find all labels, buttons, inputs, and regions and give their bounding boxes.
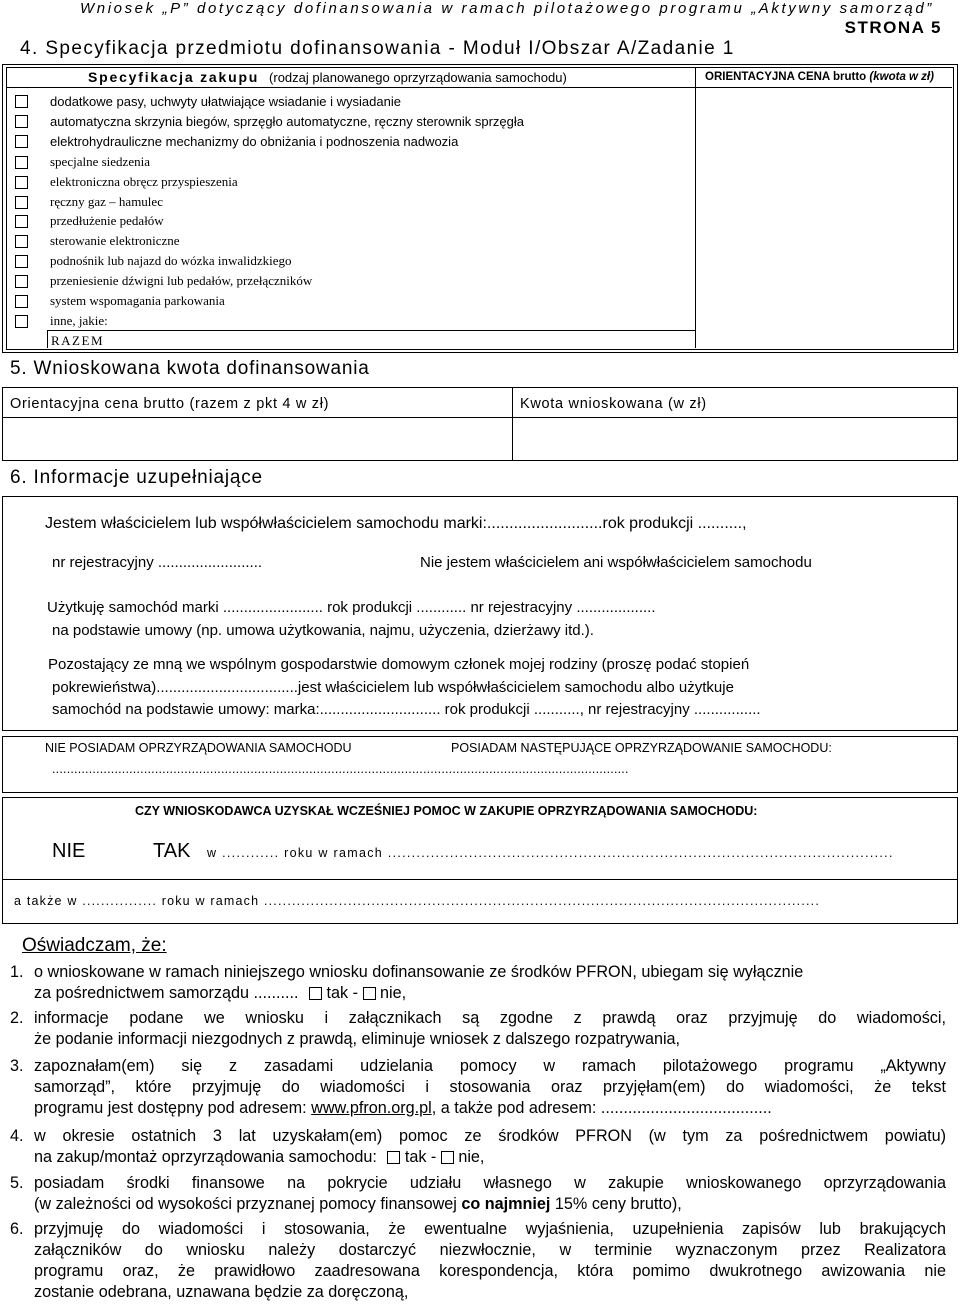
statement-line: zapoznałam(em) się z zasadami udzielania pomocy w ramach pilotażowego programu „Aktywny (34, 1057, 946, 1075)
link-prefix: programu jest dostępny pod adresem: (34, 1099, 312, 1117)
owner-line[interactable]: Jestem właścicielem lub współwłaścicielem samochodu marki:..........................rok produkcji .........., (45, 515, 747, 532)
spec-item-label: elektrohydrauliczne mechanizmy do obniżania i podnoszenia nadwozia (50, 134, 459, 149)
spec-item[interactable] (15, 253, 292, 269)
user-line-2: na podstawie umowy (np. umowa użytkowania, najmu, użyczenia, dzierżawy itd.). (52, 622, 594, 639)
requested-amount-input[interactable] (514, 419, 955, 458)
yes-details-line[interactable]: w ............ roku w ramach .......................................................................................................... (207, 846, 894, 860)
spec-item-label: przedłużenie pedałów (50, 213, 164, 228)
answer-no[interactable]: NIE (52, 840, 86, 862)
statement-number: 3. (10, 1057, 24, 1075)
statement-text (34, 1008, 946, 1050)
help-divider (2, 879, 957, 880)
statement-number: 5. (10, 1174, 24, 1192)
option-no-label: nie, (458, 1148, 485, 1166)
statement-line (34, 1147, 946, 1168)
spec-item[interactable] (15, 174, 238, 190)
spec-item-label: ręczny gaz – hamulec (50, 194, 163, 209)
statement-text (34, 1056, 946, 1119)
total-label-left-border (47, 330, 48, 348)
checkbox[interactable] (15, 295, 28, 308)
option-yes-label: tak - (404, 1148, 437, 1166)
statement-tail: za pośrednictwem samorządu .......... (34, 984, 299, 1002)
checkbox[interactable] (15, 115, 28, 128)
spec-item[interactable] (15, 154, 150, 170)
spec-item-label: podnośnik lub najazd do wózka inwalidzkiego (50, 253, 292, 268)
family-line-1: Pozostający ze mną we wspólnym gospodarstwie domowym członek mojej rodziny (proszę podać stopień (48, 656, 750, 673)
statement-suffix: 15% ceny brutto), (550, 1195, 682, 1213)
family-line-3[interactable]: samochód na podstawie umowy: marka:............................. rok produkcji ..........., nr rejestracyjny ................ (52, 701, 761, 718)
spec-item[interactable] (15, 114, 524, 129)
statement-line: że podanie informacji niezgodnych z prawdą, eliminuje wniosek z dalszego rozpatrywania, (34, 1030, 681, 1048)
spec-header-divider (6, 87, 952, 88)
checkbox-yes[interactable] (387, 1151, 400, 1164)
statement-number: 2. (10, 1009, 24, 1027)
statement-item-4 (10, 1126, 946, 1168)
price-total-input[interactable] (4, 419, 510, 458)
statement-text (34, 1173, 946, 1215)
checkbox[interactable] (15, 196, 28, 209)
price-header-unit: (kwota w zł) (869, 71, 934, 83)
section-4-title: 4. Specyfikacja przedmiotu dofinansowania - Moduł I/Obszar A/Zadanie 1 (20, 38, 735, 59)
spec-title: Specyfikacja zakupu (88, 69, 260, 85)
spec-item-label: automatyczna skrzynia biegów, sprzęgło automatyczne, ręczny sterownik sprzęgła (50, 114, 524, 129)
statement-item-3 (10, 1056, 946, 1119)
spec-item-label: inne, jakie: (50, 313, 108, 328)
spec-subtitle: (rodzaj planowanego oprzyrządowania samochodu) (269, 70, 567, 85)
statement-item-5 (10, 1173, 946, 1215)
statement-title: Oświadczam, że: (22, 935, 167, 956)
statement-line: posiadam środki finansowe na pokrycie udziału własnego w zakupie wnioskowanego oprzyrządowania (34, 1174, 946, 1192)
also-details-line[interactable]: a także w ................ roku w ramach ....................................................................................................................... (14, 894, 821, 908)
spec-item[interactable] (15, 134, 458, 149)
spec-item-label: specjalne siedzenia (50, 154, 150, 169)
spec-item[interactable] (15, 313, 108, 329)
statement-line (34, 1194, 946, 1215)
statement-line: załączników do wniosku należy dostarczyć niezwłocznie, w terminie wyznaczonym przez Realizatora (34, 1241, 946, 1259)
registration-line[interactable]: nr rejestracyjny ......................... (52, 554, 263, 571)
statement-line: w okresie ostatnich 3 lat uzyskałam(em) pomoc ze środków PFRON (w tym za pośrednictwem powiatu) (34, 1127, 946, 1145)
no-equipment-option[interactable]: NIE POSIADAM OPRZYRZĄDOWANIA SAMOCHODU (45, 741, 352, 755)
checkbox[interactable] (15, 275, 28, 288)
statement-line (34, 983, 946, 1004)
statement-line: samorząd”, które przyjmuję do wiadomości i stosowania oraz przyjęłam(em) do wiadomości, że tekst (34, 1078, 946, 1096)
answer-yes[interactable]: TAK (153, 840, 191, 862)
option-no-label: nie, (380, 984, 407, 1002)
checkbox[interactable] (15, 255, 28, 268)
spec-item-label: elektroniczna obręcz przyspieszenia (50, 174, 238, 189)
checkbox-no[interactable] (363, 987, 376, 1000)
page-number: STRONA 5 (844, 18, 942, 37)
family-line-2[interactable]: pokrewieństwa)..................................jest właścicielem lub współwłaścicielem samochodu albo użytkuje (52, 679, 734, 696)
section-6-title: 6. Informacje uzupełniające (10, 467, 263, 488)
checkbox[interactable] (15, 176, 28, 189)
form-header-title: Wniosek „P” dotyczący dofinansowania w ramach pilotażowego programu „Aktywny samorząd” (80, 0, 934, 17)
statement-text (34, 962, 946, 1004)
spec-item-label: sterowanie elektroniczne (50, 233, 180, 248)
spec-item-label: przeniesienie dźwigni lub pedałów, przełączników (50, 273, 313, 288)
amount-col1-label: Orientacyjna cena brutto (razem z pkt 4 w zł) (10, 396, 330, 412)
amount-header-divider (2, 417, 957, 418)
statement-line: o wnioskowane w ramach niniejszego wniosku dofinansowanie ze środków PFRON, ubiegam się wyłącznie (34, 963, 804, 981)
price-header-label: ORIENTACYJNA CENA brutto (705, 71, 867, 83)
statement-number: 1. (10, 963, 24, 981)
statement-line: informacje podane we wniosku i załącznikach są zgodne z prawdą oraz przyjmuję do wiadomości, (34, 1009, 946, 1027)
option-yes-label: tak - (326, 984, 358, 1002)
statement-text (34, 1126, 946, 1168)
total-divider (47, 330, 695, 331)
spec-item[interactable] (15, 233, 180, 249)
total-label: RAZEM (51, 333, 104, 348)
previous-help-question: CZY WNIOSKODAWCA UZYSKAŁ WCZEŚNIEJ POMOC W ZAKUPIE OPRZYRZĄDOWANIA SAMOCHODU: (135, 804, 758, 818)
checkbox-no[interactable] (441, 1151, 454, 1164)
statement-prefix: (w zależności od wysokości przyznanej pomocy finansowej (34, 1195, 462, 1213)
spec-item[interactable] (15, 293, 225, 309)
checkbox[interactable] (15, 315, 28, 328)
user-line-1[interactable]: Użytkuję samochód marki ........................ rok produkcji ............ nr rejestracyjny ................... (47, 599, 656, 616)
statement-item-1 (10, 962, 946, 1004)
spec-item-label: system wspomagania parkowania (50, 293, 225, 308)
checkbox[interactable] (15, 235, 28, 248)
statement-text (34, 1219, 946, 1303)
spec-item-label: dodatkowe pasy, uchwyty ułatwiające wsiadanie i wysiadanie (50, 94, 401, 109)
spec-header (88, 69, 567, 85)
pfron-link[interactable]: www.pfron.org.pl (311, 1099, 432, 1117)
statement-number: 6. (10, 1220, 24, 1238)
statement-item-2 (10, 1008, 946, 1050)
checkbox[interactable] (15, 135, 28, 148)
checkbox[interactable] (15, 215, 28, 228)
statement-emphasis: co najmniej (461, 1195, 551, 1213)
link-suffix: , a także pod adresem: ...................................... (431, 1099, 772, 1117)
spec-item[interactable] (15, 194, 163, 210)
spec-item[interactable] (15, 273, 312, 289)
has-equipment-option[interactable]: POSIADAM NASTĘPUJĄCE OPRZYRZĄDOWANIE SAMOCHODU: (451, 741, 832, 755)
checkbox-yes[interactable] (309, 987, 322, 1000)
checkbox[interactable] (15, 156, 28, 169)
statement-number: 4. (10, 1127, 24, 1145)
statement-tail: na zakup/montaż oprzyrządowania samochodu: (34, 1148, 377, 1166)
amount-col2-label: Kwota wnioskowana (w zł) (520, 396, 707, 412)
price-header (705, 71, 934, 83)
section-5-title: 5. Wnioskowana kwota dofinansowania (10, 358, 370, 379)
checkbox[interactable] (15, 95, 28, 108)
amount-col-divider (512, 387, 513, 460)
statement-line: zostanie odebrana, uznawana będzie za doręczoną, (34, 1283, 409, 1301)
equipment-dots-line[interactable]: ............................................................................................................................................................. (52, 762, 629, 776)
spec-item[interactable] (15, 94, 401, 109)
spec-column-divider (695, 67, 696, 348)
statement-line (34, 1098, 946, 1119)
not-owner-option[interactable]: Nie jestem właścicielem ani współwłaścicielem samochodu (420, 554, 812, 571)
spec-item[interactable] (15, 213, 164, 229)
statement-line: programu oraz, że prawidłowo zaadresowana korespondencja, która pomimo dwukrotnego awizowania nie (34, 1262, 946, 1280)
statement-item-6 (10, 1219, 946, 1303)
statement-line: przyjmuję do wiadomości i stosowania, że ewentualne wyjaśnienia, uzupełnienia zapisów lub brakujących (34, 1220, 946, 1238)
